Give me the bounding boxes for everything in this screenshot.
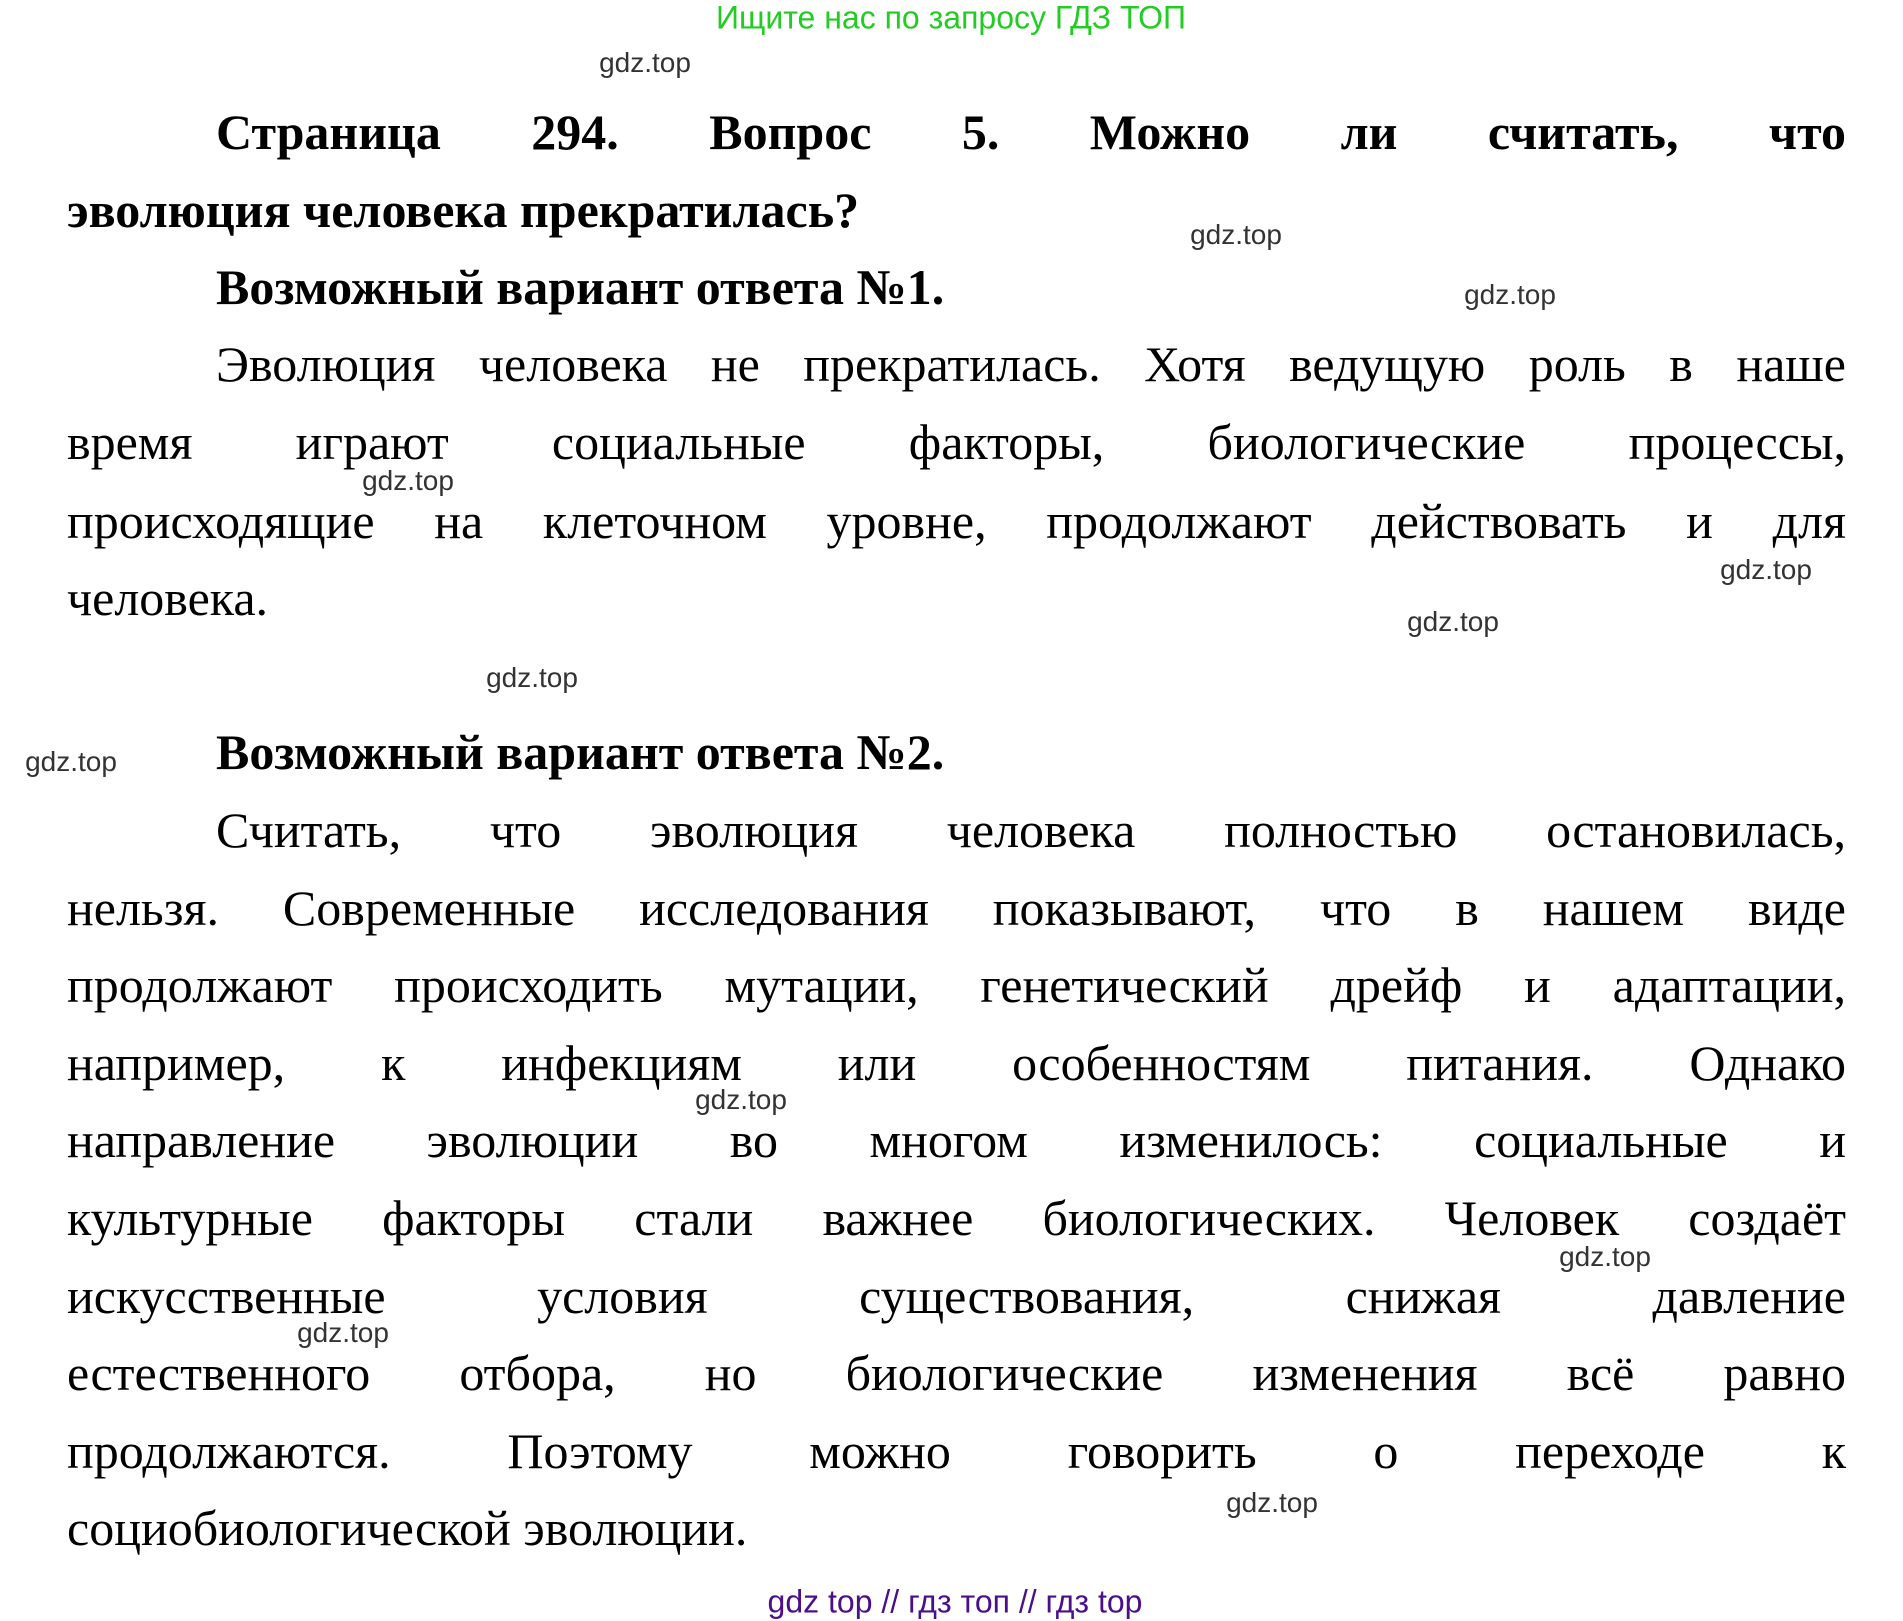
watermark: gdz.top [1226,1487,1318,1518]
watermark: gdz.top [695,1084,787,1115]
answer2-heading: Возможный вариант ответа №2. [216,724,945,780]
answer1-line: Эволюция человека не прекратилась. Хотя ведущую роль в наше [216,336,1846,392]
question-line-1: Страница 294. Вопрос 5. Можно ли считать, что [216,104,1846,160]
answer1-heading: Возможный вариант ответа №1. [216,259,945,315]
watermark: gdz.top [25,746,117,777]
watermark: gdz.top [1190,219,1282,250]
answer1-line: происходящие на клеточном уровне, продолжают действовать и для [67,493,1846,549]
answer1-line: человека. [67,570,269,626]
watermark: gdz.top [1720,554,1812,585]
watermark: gdz.top [1464,279,1556,310]
watermark: gdz.top [599,47,691,78]
top-banner: Ищите нас по запросу ГДЗ ТОП [716,0,1186,36]
watermark: gdz.top [297,1317,389,1348]
answer2-line: естественного отбора, но биологические изменения всё равно [67,1345,1846,1401]
answer2-line: искусственные условия существования, снижая давление [67,1268,1846,1324]
question-line-2: эволюция человека прекратилась? [67,182,860,238]
watermark: gdz.top [1407,606,1499,637]
answer2-line: культурные факторы стали важнее биологических. Человек создаёт [67,1190,1846,1246]
watermark: gdz.top [486,662,578,693]
answer1-line: время играют социальные факторы, биологические процессы, [67,414,1846,470]
bottom-banner: gdz top // гдз топ // гдз top [767,1583,1143,1620]
watermark: gdz.top [362,465,454,496]
answer2-line: например, к инфекциям или особенностям питания. Однако [67,1035,1846,1091]
answer2-line: продолжают происходить мутации, генетический дрейф и адаптации, [67,957,1846,1013]
answer2-line: нельзя. Современные исследования показывают, что в нашем виде [67,880,1846,936]
watermark: gdz.top [1559,1241,1651,1272]
answer2-line: направление эволюции во многом изменилось: социальные и [67,1112,1846,1168]
answer2-line: Считать, что эволюция человека полностью остановилась, [216,802,1846,858]
answer2-line: продолжаются. Поэтому можно говорить о переходе к [67,1423,1846,1479]
answer2-line: социобиологической эволюции. [67,1500,748,1556]
